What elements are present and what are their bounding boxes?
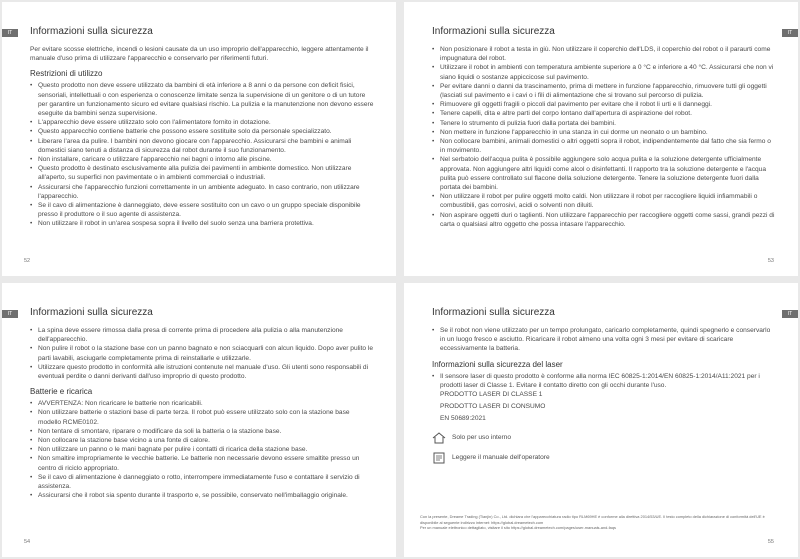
- list-item: • La spina deve essere rimossa dalla presa di corrente prima di procedere alla pulizia o alla manutenzione dell'apparecchio.: [30, 326, 374, 344]
- language-tag: IT: [2, 29, 18, 37]
- language-tag: IT: [782, 29, 798, 37]
- house-icon: [432, 432, 446, 444]
- laser-list: [432, 372, 776, 390]
- page-title: Informazioni sulla sicurezza: [30, 26, 153, 37]
- list-item: • Assicurarsi che l'apparecchio funzioni correttamente in un ambiente adeguato. In caso contrario, non utilizzare l'apparecchio.: [30, 183, 374, 201]
- list-item: • Non pulire il robot o la stazione base con un panno bagnato e non sciacquarli con alcun liquido. Dopo aver pulito le parti lavabili, asciugarle completamente prima di reinstallarle e utilizzarle.: [30, 344, 374, 362]
- indoor-use-label: Solo per uso interno: [452, 434, 512, 442]
- page-title: Informazioni sulla sicurezza: [432, 307, 555, 318]
- list-item: • Tenere capelli, dita e altre parti del corpo lontano dall'apertura di aspirazione del robot.: [432, 109, 776, 118]
- language-tag: IT: [782, 310, 798, 318]
- list-item: • Questo prodotto è destinato esclusivamente alla pulizia dei pavimenti in ambiente domestico. Non utilizzare all'aperto, su superfici non pavimentate o in ambienti commerciali o industriali.: [30, 164, 374, 182]
- manual-book-icon: [432, 452, 446, 464]
- manual-page-54: [2, 283, 396, 557]
- laser-consumer-line: PRODOTTO LASER DI CONSUMO: [440, 403, 546, 411]
- laser-standard-line: EN 50689:2021: [440, 415, 486, 423]
- list-item: • Non smaltire impropriamente le vecchie batterie. Le batterie non necessarie devono essere smaltite presso un centro di riciclo appropriato.: [30, 454, 374, 472]
- intro-paragraph: Per evitare scosse elettriche, incendi o lesioni causate da un uso improprio dell'apparecchio, leggere attentamente il manuale d'uso prima di utilizzare l'apparecchio e conservarlo per riferimenti futuri.: [30, 46, 369, 63]
- list-item: • Non mettere in funzione l'apparecchio in una stanza in cui dorme un neonato o un bambino.: [432, 128, 776, 137]
- list-item: • Nel serbatoio dell'acqua pulita è possibile aggiungere solo acqua pulita e la soluzione detergente ufficialmente approvata. Non aggiungere altri liquidi come alcol o disinfettanti. Il rapporto tra la soluzione detergente e l'acqua pulita può essere controllato sul flacone della soluzione detergente. Tenere la soluzione detergente fuori dalla portata dei bambini.: [432, 155, 776, 192]
- list-item: • Non collocare la stazione base vicino a una fonte di calore.: [30, 436, 374, 445]
- laser-class-line: PRODOTTO LASER DI CLASSE 1: [440, 391, 543, 399]
- conformity-footnote: Con la presente, Dreame Trading (Tianjin) Co., Ltd. dichiara che l'apparecchiatura radio tipo RLM69HE è conforme alla direttiva 2014/53/UE. Il testo completo della dichiarazione di conformità dell'UE è disponibile al seguente indirizzo internet: https://global.dreametech.com Per un manuale elettronico dettagliato, visitare il sito https://global.dreametech.com/pages/user-manuals-and-faqs: [420, 514, 765, 531]
- section-heading: Batterie e ricarica: [30, 387, 93, 397]
- page-number: 52: [24, 258, 31, 264]
- list-item: • Se il cavo di alimentazione è danneggiato o rotto, interrompere immediatamente l'uso e contattare il servizio di assistenza.: [30, 473, 374, 491]
- page-content: [30, 307, 374, 500]
- page-title: Informazioni sulla sicurezza: [30, 307, 153, 318]
- bullet-list: [432, 45, 776, 229]
- list-item: • Utilizzare questo prodotto in conformità alle istruzioni contenute nel manuale d'uso. Gli utenti sono responsabili di eventuali perdite o danni derivanti dall'uso improprio di questo prodotto.: [30, 363, 374, 381]
- list-item: • Non tentare di smontare, riparare o modificare da soli la batteria o la stazione base.: [30, 427, 374, 436]
- page-content: [30, 26, 374, 229]
- manual-page-53: [404, 2, 798, 276]
- read-manual-label: Leggere il manuale dell'operatore: [452, 454, 550, 462]
- bullet-list: [30, 81, 374, 228]
- bullet-list-batteries: [30, 399, 374, 500]
- list-item: • Se il cavo di alimentazione è danneggiato, deve essere sostituito con un cavo o un gruppo speciale disponibile presso il produttore o il suo agente di assistenza.: [30, 201, 374, 219]
- section-heading: Restrizioni di utilizzo: [30, 69, 103, 79]
- page-number: 54: [24, 539, 31, 545]
- page-number: 53: [767, 258, 774, 264]
- list-item: • Non posizionare il robot a testa in giù. Non utilizzare il coperchio dell'LDS, il coperchio del robot o il paraurti come impugnatura del robot.: [432, 45, 776, 63]
- manual-page-55: [404, 283, 798, 557]
- manual-page-52: [2, 2, 396, 276]
- list-item: • Questo prodotto non deve essere utilizzato da bambini di età inferiore a 8 anni o da persone con deficit fisici, sensoriali, intellettuali o con esperienza o conoscenze limitate senza la supervisione di un genitore o di un tutore per garantire un funzionamento sicuro ed evitare qualsiasi rischio. La pulizia e la manutenzione non devono essere eseguite da bambini senza supervisione.: [30, 81, 374, 118]
- list-item: • Tenere lo strumento di pulizia fuori dalla portata dei bambini.: [432, 119, 776, 128]
- list-item: • Assicurarsi che il robot sia spento durante il trasporto e, se possibile, conservato nell'imballaggio originale.: [30, 491, 374, 500]
- indoor-use-row: [432, 432, 776, 444]
- list-item: • L'apparecchio deve essere utilizzato solo con l'alimentatore fornito in dotazione.: [30, 118, 374, 127]
- list-item: • Il sensore laser di questo prodotto è conforme alla norma IEC 60825-1:2014/EN 60825-1:2014/A11:2021 per i prodotti laser di Classe 1. Evitare il contatto diretto con gli occhi durante l'uso.: [432, 372, 776, 390]
- bullet-list: [30, 326, 374, 381]
- list-item: • Liberare l'area da pulire. I bambini non devono giocare con l'apparecchio. Assicurarsi che bambini e animali domestici siano tenuti a distanza di sicurezza dal robot durante il suo funzionamento.: [30, 137, 374, 155]
- list-item: • Se il robot non viene utilizzato per un tempo prolungato, caricarlo completamente, quindi spegnerlo e conservarlo in un luogo fresco e asciutto. Ricaricare il robot almeno una volta ogni 3 mesi per evitare di scaricare eccessivamente la batteria.: [432, 326, 776, 354]
- list-item: • Non utilizzare un panno o le mani bagnate per pulire i contatti di ricarica della stazione base.: [30, 445, 374, 454]
- list-item: • Questo apparecchio contiene batterie che possono essere sostituite solo da personale specializzato.: [30, 127, 374, 136]
- list-item: • Per evitare danni o danni da trascinamento, prima di mettere in funzione l'apparecchio, rimuovere tutti gli oggetti (lasciati sul pavimento e i cavi o i fili di alimentazione che si trovano sul percorso di pulizia.: [432, 82, 776, 100]
- page-title: Informazioni sulla sicurezza: [432, 26, 555, 37]
- language-tag: IT: [2, 310, 18, 318]
- list-item: • Utilizzare il robot in ambienti con temperatura ambiente superiore a 0 °C e inferiore a 40 °C. Assicurarsi che non vi siano liquidi o sostanze appiccicose sul pavimento.: [432, 63, 776, 81]
- list-item: • Non utilizzare batterie o stazioni base di parte terza. Il robot può essere utilizzato solo con la stazione base modello RCME0102.: [30, 408, 374, 426]
- list-item: • Non collocare bambini, animali domestici o altri oggetti sopra il robot, indipendentemente dal fatto che sia fermo o in movimento.: [432, 137, 776, 155]
- list-item: • Non installare, caricare o utilizzare l'apparecchio nei bagni o intorno alle piscine.: [30, 155, 374, 164]
- list-item: • AVVERTENZA: Non ricaricare le batterie non ricaricabili.: [30, 399, 374, 408]
- list-item: • Non utilizzare il robot in un'area sospesa sopra il livello del suolo senza una barriera protettiva.: [30, 219, 374, 228]
- list-item: • Non aspirare oggetti duri o taglienti. Non utilizzare l'apparecchio per raccogliere oggetti come sassi, grandi pezzi di carta o qualsiasi altro oggetto che possa intasare l'apparecchio.: [432, 211, 776, 229]
- page-number: 55: [767, 539, 774, 545]
- section-heading: Informazioni sulla sicurezza del laser: [432, 359, 563, 369]
- list-item: • Rimuovere gli oggetti fragili o piccoli dal pavimento per evitare che il robot li urti e li danneggi.: [432, 100, 776, 109]
- list-item: • Non utilizzare il robot per pulire oggetti molto caldi. Non utilizzare il robot per raccogliere liquidi infiammabili o combustibili, gas corrosivi, acidi o solventi non diluiti.: [432, 192, 776, 210]
- page-content: [432, 26, 776, 229]
- page-content: [432, 307, 776, 464]
- read-manual-row: [432, 452, 776, 464]
- bullet-list: [432, 326, 776, 354]
